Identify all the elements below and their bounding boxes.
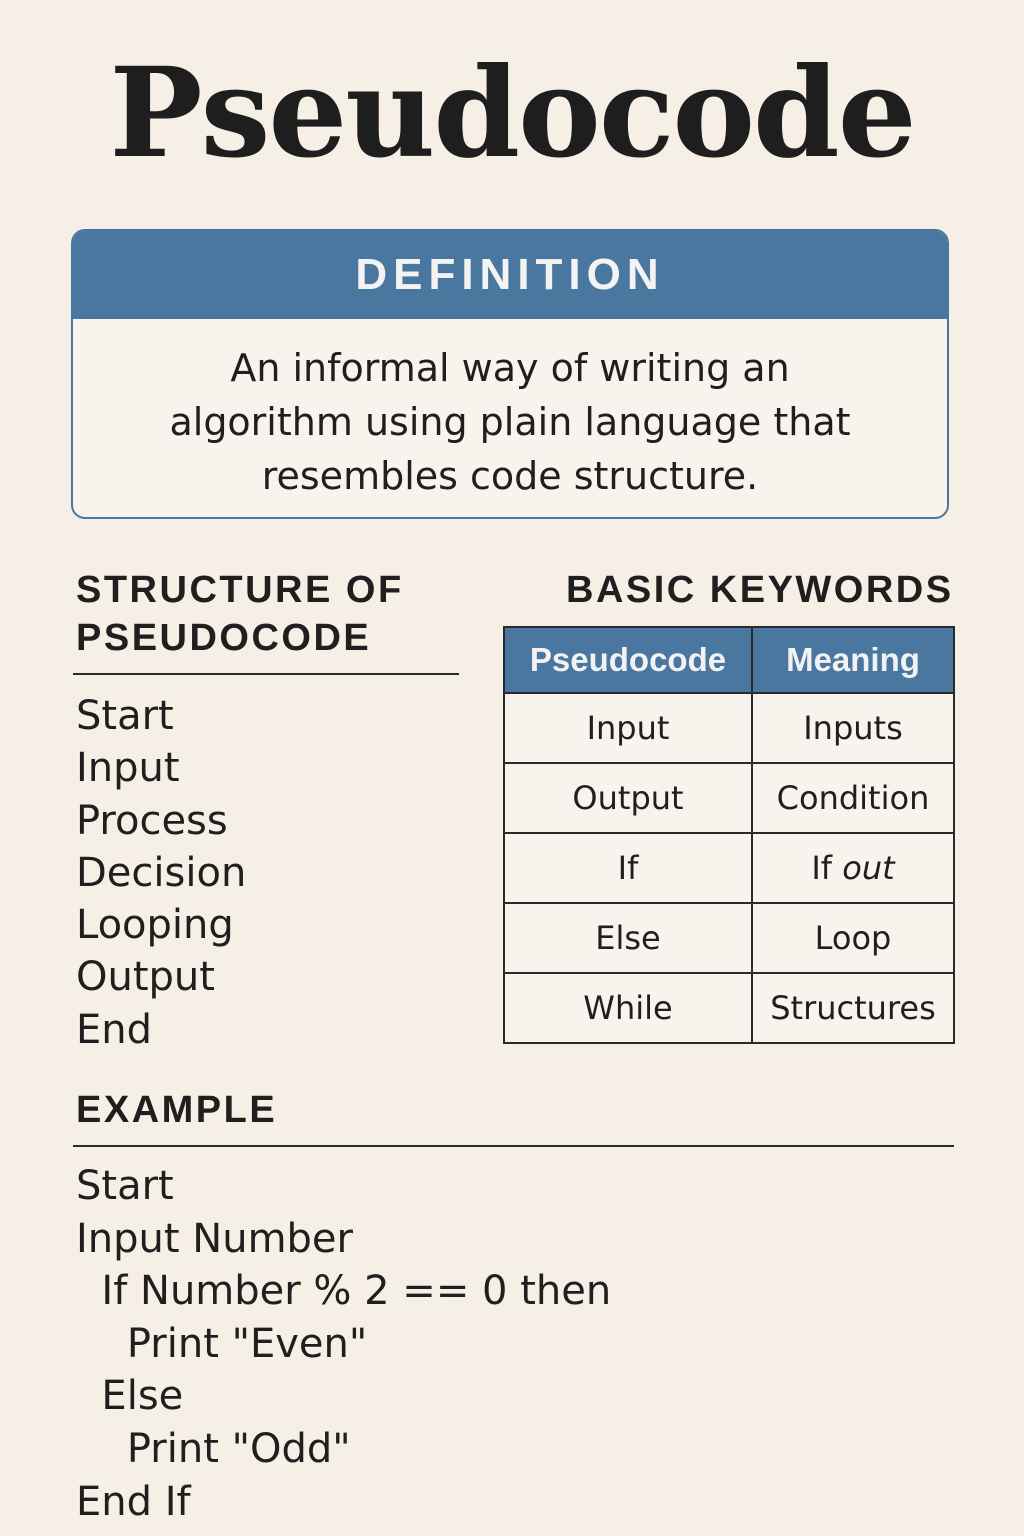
- definition-box: [71, 229, 949, 519]
- table-row: [504, 903, 954, 973]
- column-header-pseudocode: Pseudocode: [504, 627, 752, 693]
- structure-divider: [73, 673, 459, 675]
- example-code: [76, 1160, 611, 1528]
- table-row: [504, 973, 954, 1043]
- list-item: Output: [76, 954, 215, 1001]
- cell-pseudocode: Input: [504, 693, 752, 763]
- list-item: Decision: [76, 849, 247, 896]
- column-header-meaning: Meaning: [752, 627, 954, 693]
- keywords-heading: BASIC KEYWORDS: [566, 569, 954, 611]
- cell-meaning-prefix: If: [811, 849, 833, 887]
- list-item: Input: [76, 745, 180, 792]
- code-line: End If: [76, 1478, 191, 1525]
- cell-meaning: [752, 833, 954, 903]
- structure-heading: STRUCTURE OF PSEUDOCODE: [76, 569, 404, 659]
- code-line: Start: [76, 1163, 174, 1209]
- example-heading: EXAMPLE: [76, 1089, 278, 1131]
- cell-meaning: Structures: [752, 973, 954, 1043]
- definition-text: An informal way of writing an algorithm using plain language that resembles code structure.: [169, 346, 851, 498]
- code-line: Print "Even": [76, 1320, 368, 1367]
- code-line: If Number % 2 == 0 then: [76, 1268, 612, 1315]
- cell-pseudocode: While: [504, 973, 752, 1043]
- list-item: End: [76, 1006, 153, 1053]
- table-row: [504, 763, 954, 833]
- cell-meaning: Loop: [752, 903, 954, 973]
- cell-pseudocode: Output: [504, 763, 752, 833]
- list-item: Process: [76, 797, 228, 844]
- keywords-table: [503, 626, 955, 1044]
- list-item: Looping: [76, 902, 234, 949]
- cell-pseudocode: Else: [504, 903, 752, 973]
- cell-pseudocode: If: [504, 833, 752, 903]
- code-line: Else: [76, 1373, 184, 1420]
- page-title: Pseudocode: [109, 41, 915, 186]
- definition-heading: DEFINITION: [73, 231, 947, 319]
- cell-meaning: Inputs: [752, 693, 954, 763]
- list-item: Start: [76, 693, 174, 739]
- example-divider: [73, 1145, 954, 1147]
- table-row: [504, 833, 954, 903]
- code-line: Input Number: [76, 1215, 353, 1262]
- table-header-row: [504, 627, 954, 693]
- table-row: [504, 693, 954, 763]
- structure-list: [76, 690, 246, 1056]
- cell-meaning: Condition: [752, 763, 954, 833]
- cell-meaning-italic: out: [842, 849, 895, 887]
- code-line: Print "Odd": [76, 1425, 351, 1472]
